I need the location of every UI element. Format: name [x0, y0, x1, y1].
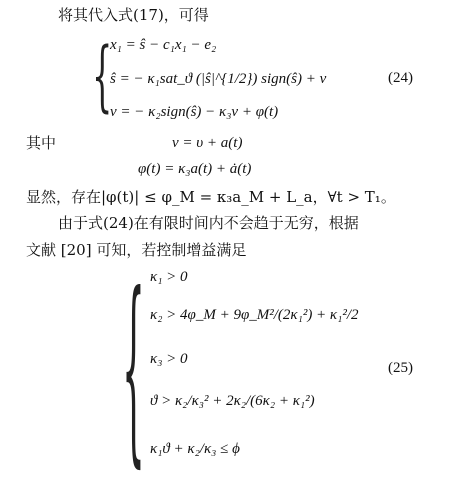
condition-4: ϑ > κ₂/κ₃² + 2κ₂/(6κ₂ + κ₁²) [150, 393, 315, 409]
condition-3: κ₃ > 0 [150, 351, 188, 367]
equation-24-line-1: x₁ = ŝ − c₁x₁ − e₂ [110, 37, 217, 53]
paragraph-line-2: 文献 [20] 可知，若控制增益满足 [26, 241, 247, 259]
bound-statement: 显然，存在|φ(t)| ≤ φ_M = κ₃a_M + L_a，∀t > T₁。 [26, 188, 396, 206]
intro-text: 将其代入式(17)，可得 [58, 6, 209, 24]
left-brace-24: { [92, 30, 113, 122]
equation-number-24: (24) [388, 70, 413, 86]
condition-1: κ₁ > 0 [150, 269, 188, 285]
equation-number-25: (25) [388, 360, 413, 376]
condition-2: κ₂ > 4φ_M + 9φ_M²/(2κ₁²) + κ₁²/2 [150, 307, 359, 323]
phi-definition: φ(t) = κ₃a(t) + ȧ(t) [138, 161, 252, 177]
condition-5: κ₁ϑ + κ₂/κ₃ ≤ ϕ [150, 441, 240, 457]
paragraph-line-1: 由于式(24)在有限时间内不会趋于无穷，根据 [58, 214, 359, 232]
equation-24-line-2: ŝ = − κ₁sat_ϑ (|ŝ|^{1/2}) sign(ŝ) + ν [110, 71, 327, 87]
equation-24-line-3: ν = − κ₂sign(ŝ) − κ₃ν + φ(t) [110, 104, 279, 120]
where-label: 其中 [26, 134, 57, 152]
left-brace-25: { [122, 258, 145, 488]
nu-definition: ν = υ + a(t) [172, 135, 243, 151]
